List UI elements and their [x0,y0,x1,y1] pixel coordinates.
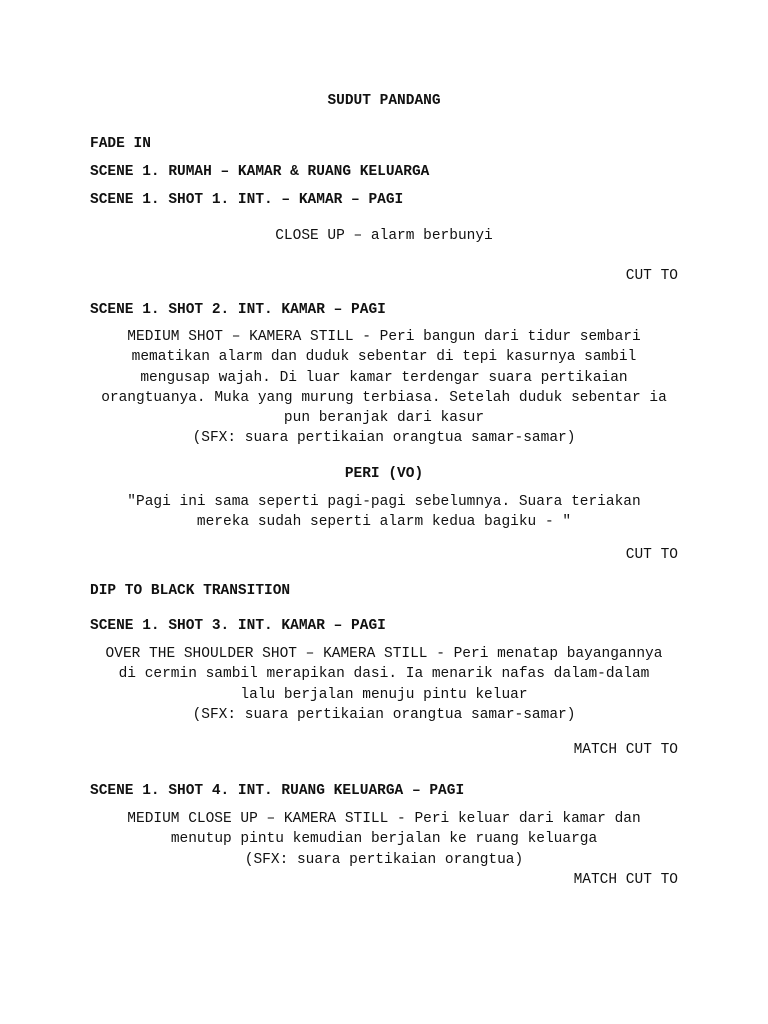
character-name: PERI (VO) [344,466,424,482]
shot4-action-line: menutup pintu kemudian berjalan ke ruang keluarga [170,831,598,848]
shot3-action [90,644,678,725]
shot1-action: CLOSE UP – alarm berbunyi [275,228,493,244]
shot4-transition: MATCH CUT TO [573,872,678,888]
shot2-sfx-line: (SFX: suara pertikaian orangtua samar-samar) [192,430,576,447]
shot3-sfx-line: (SFX: suara pertikaian orangtua samar-samar) [192,706,576,723]
scene-heading: SCENE 1. RUMAH – KAMAR & RUANG KELUARGA [90,164,430,180]
dip-transition: DIP TO BLACK TRANSITION [90,583,291,599]
shot4-action-line: MEDIUM CLOSE UP – KAMERA STILL - Peri keluar dari kamar dan [127,811,641,827]
shot2-action [90,327,678,449]
shot2-transition: CUT TO [625,547,678,563]
shot2-action-line: mengusap wajah. Di luar kamar terdengar suara pertikaian [140,369,628,386]
shot2-heading: SCENE 1. SHOT 2. INT. KAMAR – PAGI [90,302,386,318]
shot2-action-line: pun beranjak dari kasur [283,410,485,427]
shot3-action-line: OVER THE SHOULDER SHOT – KAMERA STILL - Peri menatap bayangannya [105,646,663,662]
dialogue [90,492,678,533]
shot3-action-line: di cermin sambil merapikan dasi. Ia menarik nafas dalam-dalam [118,666,650,683]
document-title: SUDUT PANDANG [327,93,441,109]
shot2-action-line: mematikan alarm dan duduk sebentar di tepi kasurnya sambil [131,349,637,366]
shot3-action-line: lalu berjalan menuju pintu keluar [240,686,528,703]
shot4-heading: SCENE 1. SHOT 4. INT. RUANG KELUARGA – PAGI [90,783,465,799]
shot4-action [90,809,678,870]
fade-in-transition: FADE IN [90,136,151,152]
shot2-action-line: orangtuanya. Muka yang murung terbiasa. Setelah duduk sebentar ia [101,389,667,406]
dialogue-line: "Pagi ini sama seperti pagi-pagi sebelumnya. Suara teriakan [127,494,641,510]
shot1-transition: CUT TO [625,268,678,284]
shot4-sfx-line: (SFX: suara pertikaian orangtua) [244,851,524,868]
shot3-heading: SCENE 1. SHOT 3. INT. KAMAR – PAGI [90,618,386,634]
shot1-heading: SCENE 1. SHOT 1. INT. – KAMAR – PAGI [90,192,404,208]
shot3-transition: MATCH CUT TO [573,742,678,758]
shot2-action-line: MEDIUM SHOT – KAMERA STILL - Peri bangun dari tidur sembari [127,329,641,345]
dialogue-line: mereka sudah seperti alarm kedua bagiku - " [196,514,572,531]
